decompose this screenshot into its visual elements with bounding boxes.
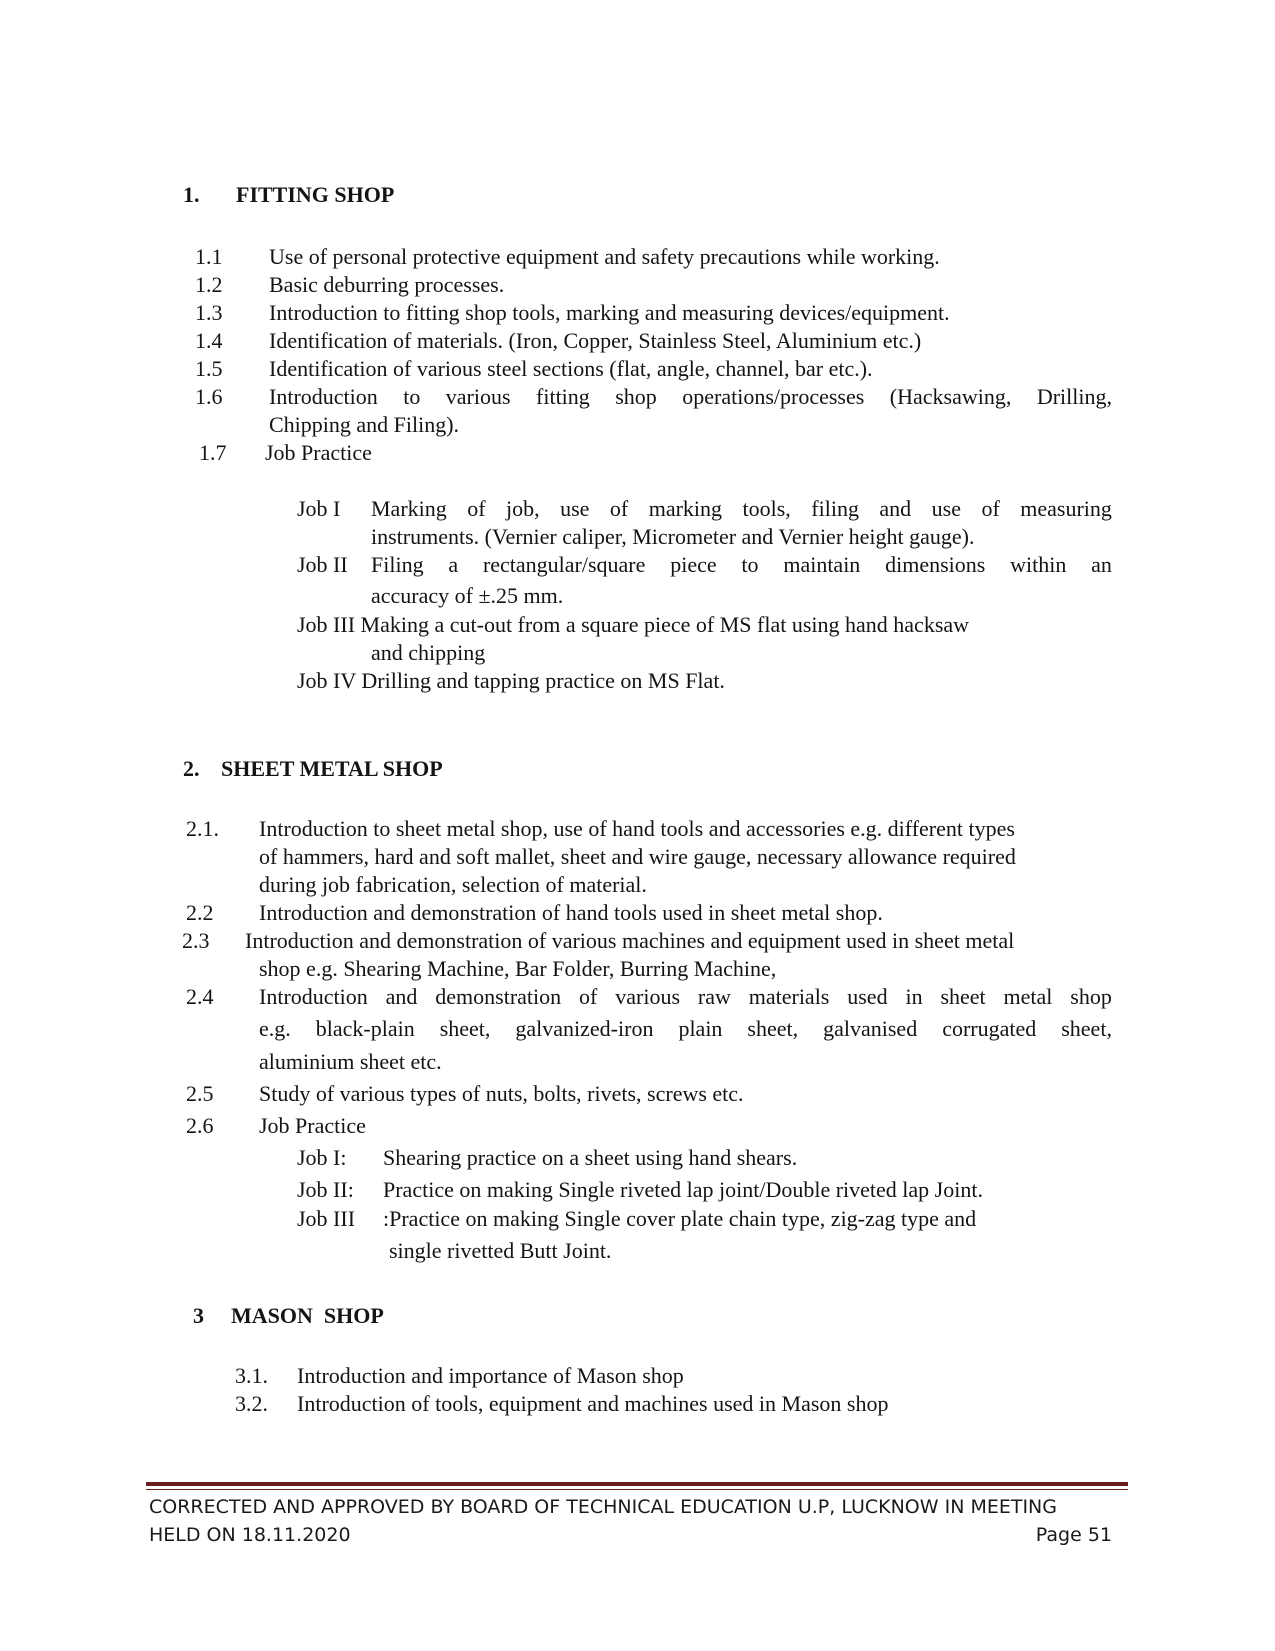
item-2-3-line2: shop e.g. Shearing Machine, Bar Folder, Burring Machine, [259, 956, 777, 981]
word: raw [697, 984, 731, 1009]
word: within [1010, 552, 1067, 577]
word: plain [678, 1016, 723, 1041]
word: various [615, 984, 680, 1009]
word: demonstration [435, 984, 562, 1009]
item-2-2-text: Introduction and demonstration of hand tools used in sheet metal shop. [259, 900, 883, 925]
item-1-3-number: 1.3 [195, 300, 223, 325]
word: metal [1003, 984, 1053, 1009]
item-2-4-line3: aluminium sheet etc. [259, 1049, 442, 1074]
word: black-plain [315, 1016, 415, 1041]
item-1-2-text: Basic deburring processes. [269, 272, 505, 297]
job-1-line1 [371, 498, 1112, 520]
item-2-2-number: 2.2 [186, 900, 214, 925]
word: sheet [940, 984, 986, 1009]
word: (Hacksawing, [889, 384, 1012, 409]
word: galvanized-iron [515, 1016, 654, 1041]
sheet-job-3-label: Job III [297, 1206, 356, 1231]
page-number: Page 51 [1035, 1524, 1112, 1546]
word: corrugated [942, 1016, 1037, 1041]
item-1-4-text: Identification of materials. (Iron, Copper, Stainless Steel, Aluminium etc.) [269, 328, 922, 353]
item-2-4-number: 2.4 [186, 984, 214, 1009]
sheet-job-3-text: :Practice on making Single cover plate chain type, zig-zag type and [383, 1206, 977, 1231]
word: rectangular/square [482, 552, 646, 577]
sheet-job-3-line2: single rivetted Butt Joint. [389, 1238, 612, 1263]
section-3-number: 3 [193, 1303, 204, 1328]
item-1-3-text: Introduction to fitting shop tools, marking and measuring devices/equipment. [269, 300, 950, 325]
item-2-1-line2: of hammers, hard and soft mallet, sheet and wire gauge, necessary allowance required [259, 844, 1016, 869]
word: and [385, 984, 418, 1009]
word: measuring [1020, 496, 1112, 521]
word: sheet, [439, 1016, 491, 1041]
word: sheet, [1061, 1016, 1112, 1041]
word: galvanised [823, 1016, 918, 1041]
item-1-5-number: 1.5 [195, 356, 223, 381]
item-2-4-line1 [259, 986, 1112, 1008]
word: Introduction [269, 384, 378, 409]
word: Marking [371, 496, 447, 521]
word: of [579, 984, 598, 1009]
section-1-title: FITTING SHOP [236, 182, 395, 207]
section-3-title: MASON SHOP [231, 1303, 384, 1328]
item-2-3-line1: Introduction and demonstration of various machines and equipment used in sheet metal [245, 928, 1015, 953]
item-3-1-number: 3.1. [235, 1363, 268, 1388]
item-3-2-number: 3.2. [235, 1391, 268, 1416]
item-2-1-line1: Introduction to sheet metal shop, use of hand tools and accessories e.g. different types [259, 816, 1015, 841]
word: sheet, [747, 1016, 799, 1041]
item-3-1-text: Introduction and importance of Mason shop [297, 1363, 684, 1388]
item-1-6-line2: Chipping and Filing). [269, 412, 460, 437]
word: of [981, 496, 1000, 521]
word: dimensions [885, 552, 986, 577]
word: to [741, 552, 759, 577]
word: to [403, 384, 421, 409]
word: Introduction [259, 984, 368, 1009]
sheet-job-2-text: Practice on making Single riveted lap joint/Double riveted lap Joint. [383, 1177, 983, 1202]
section-2-title: SHEET METAL SHOP [221, 756, 443, 781]
job-3-line2: and chipping [371, 640, 486, 665]
word: Drilling, [1036, 384, 1112, 409]
word: shop [615, 384, 657, 409]
word: piece [670, 552, 717, 577]
sheet-job-1-text: Shearing practice on a sheet using hand shears. [383, 1145, 798, 1170]
word: shop [1070, 984, 1112, 1009]
word: marking [648, 496, 723, 521]
word: used [847, 984, 888, 1009]
word: and [879, 496, 912, 521]
item-1-1-text: Use of personal protective equipment and safety precautions while working. [269, 244, 940, 269]
item-2-5-number: 2.5 [186, 1081, 214, 1106]
item-1-7-text: Job Practice [265, 440, 372, 465]
item-2-4-line2 [259, 1018, 1112, 1040]
word: fitting [536, 384, 590, 409]
job-2-line1 [371, 554, 1112, 576]
word: maintain [783, 552, 861, 577]
word: of [609, 496, 629, 521]
word: operations/processes [682, 384, 865, 409]
section-2-number: 2. [183, 756, 200, 781]
footer-rule [146, 1482, 1128, 1486]
item-1-6-line1 [269, 386, 1112, 408]
word: materials [748, 984, 830, 1009]
word: use [931, 496, 961, 521]
section-1-number: 1. [183, 182, 200, 207]
word: Filing [371, 552, 424, 577]
word: of [467, 496, 486, 521]
item-2-6-number: 2.6 [186, 1113, 214, 1138]
job-4-line1: Job IV Drilling and tapping practice on MS Flat. [297, 668, 725, 693]
job-2-label: Job II [297, 552, 348, 577]
word: tools, [742, 496, 791, 521]
footer-line-1: CORRECTED AND APPROVED BY BOARD OF TECHNICAL EDUCATION U.P, LUCKNOW IN MEETING [149, 1496, 1057, 1518]
item-1-4-number: 1.4 [195, 328, 223, 353]
item-1-7-number: 1.7 [199, 440, 227, 465]
word: use [560, 496, 590, 521]
job-3-line1: Job III Making a cut-out from a square piece of MS flat using hand hacksaw [297, 612, 970, 637]
word: e.g. [259, 1016, 291, 1041]
footer-rule-thin [146, 1489, 1128, 1490]
item-1-6-number: 1.6 [195, 384, 223, 409]
word: job, [506, 496, 540, 521]
item-1-5-text: Identification of various steel sections (flat, angle, channel, bar etc.). [269, 356, 873, 381]
job-1-line2: instruments. (Vernier caliper, Micrometer and Vernier height gauge). [371, 524, 975, 549]
job-1-label: Job I [297, 496, 341, 521]
item-2-6-text: Job Practice [259, 1113, 366, 1138]
item-2-1-line3: during job fabrication, selection of material. [259, 872, 647, 897]
item-1-1-number: 1.1 [195, 244, 223, 269]
word: a [448, 552, 459, 577]
word: an [1091, 552, 1112, 577]
word: filing [811, 496, 859, 521]
word: in [905, 984, 923, 1009]
job-2-line2: accuracy of ±.25 mm. [371, 583, 564, 608]
item-1-2-number: 1.2 [195, 272, 223, 297]
item-2-1-number: 2.1. [186, 816, 219, 841]
word: various [445, 384, 511, 409]
sheet-job-2-label: Job II: [297, 1177, 354, 1202]
sheet-job-1-label: Job I: [297, 1145, 347, 1170]
item-2-3-number: 2.3 [182, 928, 210, 953]
footer-line-2: HELD ON 18.11.2020 [149, 1524, 351, 1546]
item-3-2-text: Introduction of tools, equipment and machines used in Mason shop [297, 1391, 889, 1416]
item-2-5-text: Study of various types of nuts, bolts, rivets, screws etc. [259, 1081, 744, 1106]
